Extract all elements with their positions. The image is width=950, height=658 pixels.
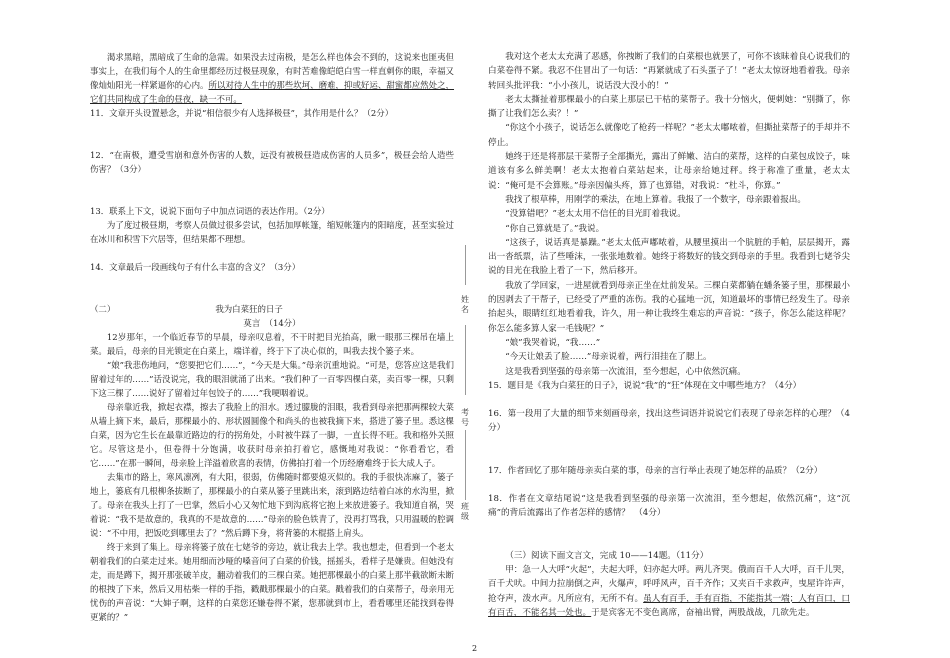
story-paragraph: 母亲靠近我，掀起衣襟，擦去了我脸上的泪水。透过朦胧的泪眼，我看到母亲把那两棵较大菜从墙上摘下来，最后，那棵最小的、形状圆圆像个和尚头的也被我摘下来，搭进了篓子里。悉这棵白菜，因为它生长在最靠近路边的行的拐角处，小时被牛踩了一脚，一直长得不旺。我和格外关照它。尽管这是小，但卷得十分饱满，收获时母亲拍打着它，感慨地对我说：“你看看它，看它……”在那一瞬间，母亲脸上洋溢着欣喜的表情，仿佛拍打着一个历经磨难终于长大成人子。 bbox=[90, 402, 454, 468]
classical-text: 甲：急一人大呼“火起”，夫起大呼，妇亦起大呼。两儿齐哭。俄而百千人大呼，百千儿哭，百千犬吠。中间力拉崩倒之声，火爆声，呼呼风声，百千齐作；又夹百千求救声，曳屋许许声，抢夺声，泼水声。凡所应有，无所不有。 bbox=[488, 564, 850, 604]
class-label: 班级 bbox=[461, 502, 469, 521]
underlined-sentence: 所以对待人生中的那些坎坷、磨难，抑或好运、甜蜜都应然处之，它们共同构成了生命的昼夜，缺一不可。 bbox=[90, 80, 455, 104]
right-column bbox=[488, 50, 850, 620]
question-13: 13．联系上下文，说说下面句子中加点词语的表达作用。（2分） bbox=[90, 206, 330, 216]
question-13-text: 为了度过极昼期，考察人员做过很多尝试，包括加厚帐篷，缩短帐篷内的阳暗度，甚至实验过在冰川和积雪下穴居等，但结果都不理想。 bbox=[90, 220, 454, 244]
story-paragraph: 去集市的路上，寒风凛冽，有大阳，很弱，仿佛随时都要熄灭似的。我的手很快冻麻了，篓子地上，篓底有几根柳条拔断了，那棵最小的白菜从篓子里跳出来，滚到路边结着白冰的水沟里，掀了。母亲在我头上打了一巴掌，然后小心又匆忙地下到沟底将它抱上来放进篓子。我知道自祸，哭着说：“我不是故意的，我真的不是故意的……”母亲的脸色铁青了，没再打骂我，只用温暖的腔调说：“不中用，把饭吃到哪里去了？”然后蹲下身，将背篓的木棍搭上肩头。 bbox=[90, 472, 454, 538]
question-14: 14．文章最后一段画线句子有什么丰富的含义？（3分） bbox=[90, 262, 301, 272]
story-paragraph: 12岁那年，一个临近春节的早晨，母亲叹息着，不干时把目光抬高，瞅一眼那三棵吊在墙上菜。最后，母亲的目光锁定在白菜上，端详着，终于下了决心似的，叫我去找个篓子来。 bbox=[90, 332, 454, 356]
story-paragraph: “这孩子，说话真是暴躁。”老太太低声嘟哝着，从腰里摸出一个肮脏的手帕，层层揭开，露出一沓纸票，沾了些唾沫，一张张地数着。她终于将数好的钱交到母亲的手里。我看到七姥爷尖说的目光在我脸上看了一下，然后移开。 bbox=[488, 237, 850, 277]
question-16: 16．第一段用了大量的细节来刻画母亲，找出这些词语并说说它们表现了母亲怎样的心理？（4分） bbox=[488, 409, 850, 434]
margin-line bbox=[465, 430, 466, 500]
story-paragraph: “没算错吧？”老太太用不信任的目光盯着我说。 bbox=[505, 209, 686, 220]
story-paragraph: “娘”我哭着说，“我……” bbox=[505, 337, 601, 348]
story-paragraph: “娘”我悲伤地问，“您要把它们……”，“今天是大集。”母亲沉重地说。“可是，您答应这是我们留着过年的……”话没说完，我的眼泪就涌了出来。“我们种了一百零四棵白菜，卖百零一棵，只剩下这三棵了……说好了留着过年包饺子的……”我哽咽着说。 bbox=[90, 360, 454, 398]
exam-number-label: 考号 bbox=[461, 408, 469, 427]
question-11: 11．文章开头设置悬念，并说“相信很少有人选择极昼”，其作用是什么？（2分） bbox=[90, 108, 394, 118]
story-paragraph: 终于来到了集上。母亲将篓子放在七姥爷的旁边，就让我去上学。我也想走，但看到一个老太朝着我们的白菜走过来。她用细而沙哑的嗓音问了白菜的价钱，摇摇头，看样子是嫌贵。但她没有走，而是蹲下，揭开那张破羊皮，翻动着我们的三棵白菜。她把那棵最小的白菜上那半截欲断未断的根拽了下来，然后又用枯柴一样的手指，戳戳那棵最小的白菜。戳着我们的白菜帮子，母亲用无忧伤的声音说：“大婶子啊，这样的白菜您还嫌卷得不紧，您那就到市上，看看哪里还能找到卷得更紧的？” bbox=[90, 542, 454, 622]
left-column bbox=[90, 50, 454, 624]
classical-text-end: 于是宾客无不变色离席，奋袖出臂，两股战战，几欲先走。 bbox=[591, 607, 815, 618]
name-label: 姓名 bbox=[461, 295, 469, 314]
section-3-header: （三）阅读下面文言文，完成 10——14题。（11分） bbox=[505, 550, 709, 561]
page-number: 2 bbox=[472, 644, 478, 653]
story-paragraph: “你自己算就是了。”我说。 bbox=[505, 223, 605, 234]
story-paragraph: 这是我看到坚强的母亲第一次流泪，至今想起，心中依然沉痛。 bbox=[505, 366, 746, 377]
story-paragraph: 她终于还是将那层干菜帮子全部撕光，露出了鲜嫩、洁白的菜帮，这样的白菜包成饺子，味道该有多么鲜美啊！老太太抱着白菜站起来，让母亲给她过秤。终于称准了重量，老太太说：“俺可是不会算账。”母亲因偏头疼，算了也算错，对我说：“杜斗，你算。” bbox=[488, 152, 850, 191]
story-paragraph: 我找了根草棒，用刚学的乘法，在地上算着。我报了一个数字，母亲跟着报出。 bbox=[505, 194, 806, 205]
underlined-sentence: 虽人有百手，手有百指，不能指其一端；人有百口，口有百舌，不能名其一处也。 bbox=[488, 593, 850, 618]
question-18: 18．作者在文章结尾说“这是我看到坚强的母亲第一次流泪，至今想起，依然沉痛”，这“沉痛”的背后流露出了作者怎样的感情？ （4分） bbox=[488, 494, 850, 519]
section-header bbox=[90, 302, 454, 316]
story-paragraph: “今天让娘丢了脸……”母亲说着，两行泪挂在了腮上。 bbox=[505, 352, 712, 363]
author-line: 莫言 （14分） bbox=[243, 318, 301, 328]
question-12: 12．“在南极，遭受雪崩和意外伤害的人数，远没有被极昼造成伤害的人员多”，极昼会给人造些伤害？（3分） bbox=[90, 150, 454, 174]
margin-line bbox=[465, 325, 466, 395]
passage-paragraph: 渴求黑暗，黑暗成了生命的急需。如果没去过南极，是怎么样也体会不到的，这说来也匪夷但事实上，在我们每个人的生命里都经历过极昼现象，有时苦难像皑皑白雪一样直刺你的眼，幸福又像灿灿阳光一样紧逼你的心内。 bbox=[90, 52, 454, 90]
story-paragraph: “你这个小孩子，说话怎么就像吃了枪药一样呢？”老太太嘟哝着，但撕扯菜帮子的手却并不停止。 bbox=[488, 123, 850, 148]
margin-line bbox=[465, 245, 466, 285]
story-paragraph: 我对这个老太太充满了恶感，你拽断了我们的白菜根也就罢了，可你不该昧着良心说我们的白菜卷得不紧。我忍不住冒出了一句话：“再紧就成了石头蛋子了！”老太太惊讶地看着我。母亲转回头批评我：“小小孩儿，说话没大没小的！” bbox=[488, 52, 850, 91]
question-17: 17．作者回忆了那年随母亲卖白菜的事，母亲的言行举止表现了她怎样的品质？（2分） bbox=[488, 465, 823, 476]
story-paragraph: 我放了学回家，一进屋就看到母亲正坐在灶前发呆。三棵白菜都躺在蟠条篓子里，那棵最小的因剥去了干帮子，已经受了严重的冻伤。我的心猛地一沉，知道最坏的事情已经发生了。母亲抬起头，眼睛红红地看着我，许久，用一种让我终生难忘的声音说：“孩子，你怎么能这样呢？你怎么能多算人家一毛钱呢？” bbox=[488, 280, 850, 334]
story-paragraph: 老太太撕扯着那棵最小的白菜上那层已干枯的菜帮子。我十分恼火，便刺她：“别撕了，你撕了让我们怎么卖？！” bbox=[488, 94, 850, 120]
section-label: （二） bbox=[90, 304, 116, 314]
story-title: 我为白菜狂的日子 bbox=[215, 304, 283, 314]
question-15: 15．题目是《我为白菜狂的日子》，说说“我”的“狂”体现在文中哪些地方？（4分） bbox=[488, 380, 802, 391]
